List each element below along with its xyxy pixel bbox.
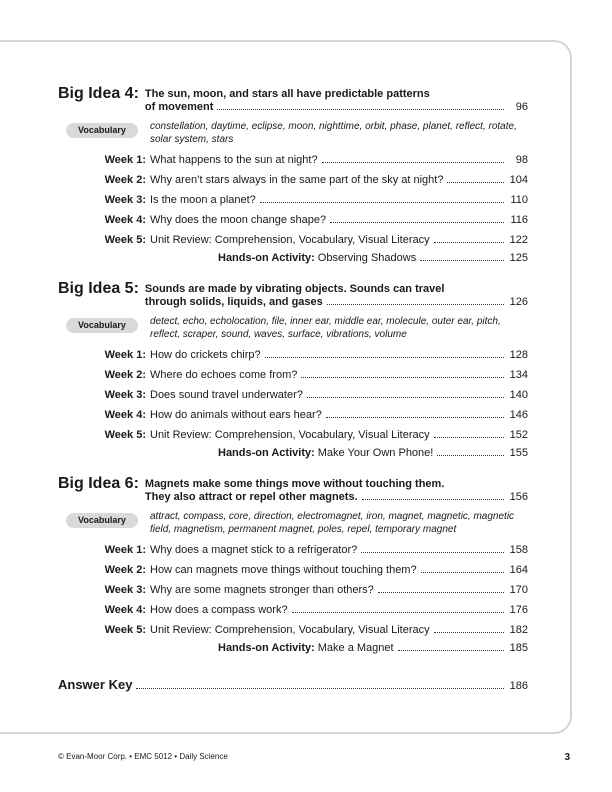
big-idea-title-line1: Magnets make some things move without touching them. xyxy=(144,478,445,490)
dot-leader xyxy=(322,162,504,163)
big-idea-4-section xyxy=(58,86,528,265)
vocabulary-row xyxy=(58,315,528,341)
week-label: Week 3: xyxy=(104,389,146,401)
big-idea-heading[interactable] xyxy=(58,281,528,309)
week-entry[interactable] xyxy=(58,214,528,227)
week-title: How do crickets chirp? xyxy=(150,349,261,361)
dot-leader xyxy=(217,109,504,110)
dot-leader xyxy=(136,688,504,689)
big-idea-title-line1: Sounds are made by vibrating objects. Sounds can travel xyxy=(144,283,445,295)
week-label: Week 4: xyxy=(104,214,146,226)
hands-on-title: Make Your Own Phone! xyxy=(317,447,434,459)
vocabulary-badge: Vocabulary xyxy=(66,513,138,528)
dot-leader xyxy=(307,397,504,398)
page-number: 96 xyxy=(515,101,528,113)
page-number: 170 xyxy=(509,584,528,596)
week-label: Week 3: xyxy=(104,194,146,206)
dot-leader xyxy=(398,650,504,651)
week-label: Week 1: xyxy=(104,154,146,166)
dot-leader xyxy=(362,499,504,500)
vocabulary-badge: Vocabulary xyxy=(66,123,138,138)
week-label: Week 5: xyxy=(104,624,146,636)
dot-leader xyxy=(361,552,504,553)
vocabulary-row xyxy=(58,510,528,536)
copyright-text: © Evan-Moor Corp. • EMC 5012 • Daily Science xyxy=(58,752,228,761)
dot-leader xyxy=(447,182,504,183)
week-title: How can magnets move things without touching them? xyxy=(150,564,417,576)
page-number: 156 xyxy=(509,491,528,503)
dot-leader xyxy=(327,304,504,305)
vocabulary-row xyxy=(58,120,528,146)
page-number: 116 xyxy=(510,214,528,226)
big-idea-6-section xyxy=(58,476,528,655)
dot-leader xyxy=(421,572,504,573)
page-number: 152 xyxy=(509,429,528,441)
big-idea-title-line2: of movement xyxy=(144,101,214,113)
hands-on-label: Hands-on Activity: xyxy=(218,252,315,264)
vocabulary-list: detect, echo, echolocation, file, inner ear, middle ear, molecule, outer ear, pitch, reflect, scraper, sound, waves, surface, vibrations, volume xyxy=(150,316,501,340)
dot-leader xyxy=(434,437,504,438)
answer-key-label: Answer Key xyxy=(58,677,133,692)
week-title: Why aren’t stars always in the same part of the sky at night? xyxy=(150,174,444,186)
week-title: Where do echoes come from? xyxy=(150,369,298,381)
page-footer xyxy=(58,752,570,763)
page-number: 158 xyxy=(509,544,528,556)
vocabulary-badge: Vocabulary xyxy=(66,318,138,333)
page-number: 182 xyxy=(509,624,528,636)
dot-leader xyxy=(378,592,504,593)
page-number: 176 xyxy=(509,604,528,616)
week-entry[interactable] xyxy=(58,429,528,442)
week-entry[interactable] xyxy=(58,174,528,187)
big-idea-title-line2: through solids, liquids, and gases xyxy=(144,296,323,308)
dot-leader xyxy=(437,455,504,456)
page-number: 155 xyxy=(509,447,528,459)
dot-leader xyxy=(330,222,504,223)
week-entry[interactable] xyxy=(58,369,528,382)
week-title: Unit Review: Comprehension, Vocabulary, Visual Literacy xyxy=(150,624,430,636)
footer-page-number: 3 xyxy=(564,752,570,763)
week-title: Unit Review: Comprehension, Vocabulary, Visual Literacy xyxy=(150,429,430,441)
big-idea-title-line1: The sun, moon, and stars all have predictable patterns xyxy=(144,88,430,100)
week-entry[interactable] xyxy=(58,544,528,557)
week-label: Week 1: xyxy=(104,544,146,556)
dot-leader xyxy=(301,377,504,378)
page-number: 185 xyxy=(509,642,528,654)
hands-on-title: Make a Magnet xyxy=(317,642,394,654)
page-number: 128 xyxy=(509,349,528,361)
week-label: Week 2: xyxy=(104,564,146,576)
page-number: 125 xyxy=(509,252,528,264)
dot-leader xyxy=(260,202,504,203)
week-entry[interactable] xyxy=(58,349,528,362)
dot-leader xyxy=(292,612,504,613)
big-idea-heading[interactable] xyxy=(58,86,528,114)
big-idea-label: Big Idea 6: xyxy=(58,475,139,492)
dot-leader xyxy=(434,632,504,633)
big-idea-title-line2: They also attract or repel other magnets. xyxy=(144,491,358,503)
week-entry[interactable] xyxy=(58,154,528,167)
hands-on-activity-entry[interactable] xyxy=(58,252,528,265)
answer-key-entry[interactable] xyxy=(58,677,528,692)
week-label: Week 1: xyxy=(104,349,146,361)
hands-on-title: Observing Shadows xyxy=(317,252,417,264)
week-label: Week 4: xyxy=(104,409,146,421)
dot-leader xyxy=(420,260,504,261)
week-entry[interactable] xyxy=(58,564,528,577)
week-label: Week 5: xyxy=(104,429,146,441)
week-entry[interactable] xyxy=(58,604,528,617)
dot-leader xyxy=(434,242,504,243)
page-number: 110 xyxy=(510,194,528,206)
page-number: 186 xyxy=(509,680,528,692)
vocabulary-list: constellation, daytime, eclipse, moon, nighttime, orbit, phase, planet, reflect, rotate, solar system, stars xyxy=(150,121,517,145)
week-label: Week 3: xyxy=(104,584,146,596)
week-entry[interactable] xyxy=(58,234,528,247)
table-of-contents xyxy=(58,86,528,692)
week-entry[interactable] xyxy=(58,194,528,207)
hands-on-label: Hands-on Activity: xyxy=(218,642,315,654)
week-label: Week 2: xyxy=(104,174,146,186)
week-title: Why does the moon change shape? xyxy=(150,214,327,226)
week-entry[interactable] xyxy=(58,584,528,597)
week-title: What happens to the sun at night? xyxy=(150,154,318,166)
vocabulary-list: attract, compass, core, direction, electromagnet, iron, magnet, magnetic, magnetic field, magnetism, permanent magnet, poles, repel, temporary magnet xyxy=(150,511,515,535)
week-label: Week 4: xyxy=(104,604,146,616)
big-idea-label: Big Idea 5: xyxy=(58,280,139,297)
week-label: Week 5: xyxy=(104,234,146,246)
week-title: Unit Review: Comprehension, Vocabulary, Visual Literacy xyxy=(150,234,430,246)
week-title: How do animals without ears hear? xyxy=(150,409,322,421)
big-idea-heading[interactable] xyxy=(58,476,528,504)
big-idea-label: Big Idea 4: xyxy=(58,85,139,102)
hands-on-label: Hands-on Activity: xyxy=(218,447,315,459)
page-number: 104 xyxy=(509,174,528,186)
week-title: Does sound travel underwater? xyxy=(150,389,303,401)
week-title: Is the moon a planet? xyxy=(150,194,256,206)
page-number: 98 xyxy=(515,154,528,166)
week-entry[interactable] xyxy=(58,389,528,402)
dot-leader xyxy=(326,417,504,418)
page-number: 146 xyxy=(509,409,528,421)
page-number: 140 xyxy=(509,389,528,401)
page-number: 134 xyxy=(509,369,528,381)
big-idea-5-section xyxy=(58,281,528,460)
hands-on-activity-entry[interactable] xyxy=(58,642,528,655)
week-entry[interactable] xyxy=(58,409,528,422)
week-title: How does a compass work? xyxy=(150,604,288,616)
hands-on-activity-entry[interactable] xyxy=(58,447,528,460)
week-entry[interactable] xyxy=(58,624,528,637)
dot-leader xyxy=(265,357,504,358)
page-number: 164 xyxy=(509,564,528,576)
week-label: Week 2: xyxy=(104,369,146,381)
page-number: 122 xyxy=(509,234,528,246)
page-number: 126 xyxy=(509,296,528,308)
week-title: Why are some magnets stronger than others? xyxy=(150,584,374,596)
week-title: Why does a magnet stick to a refrigerator? xyxy=(150,544,358,556)
